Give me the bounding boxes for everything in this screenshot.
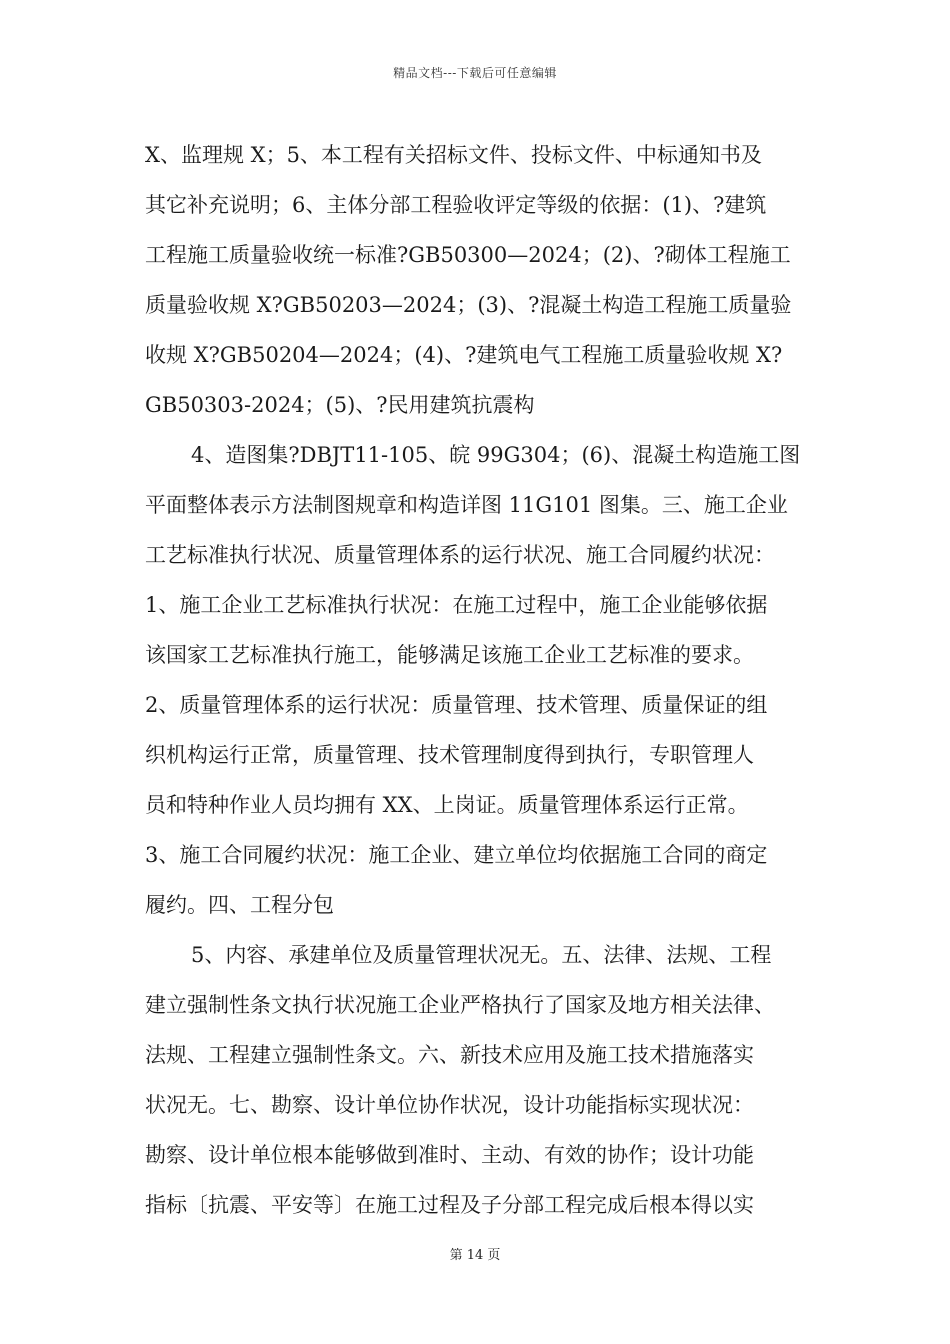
text-line: 状况无。七、勘察、设计单位协作状况，设计功能指标实现状况： <box>145 1093 754 1117</box>
text-line: 建立强制性条文执行状况施工企业严格执行了国家及地方相关法律、 <box>145 993 775 1017</box>
text-line: GB50303-2024；(5)、?民用建筑抗震构 <box>145 393 535 417</box>
page-header: 精品文档---下载后可任意编辑 <box>393 66 557 80</box>
text-line: 5、内容、承建单位及质量管理状况无。五、法律、法规、工程 <box>191 943 772 967</box>
text-line: 平面整体表示方法制图规章和构造详图 11G101 图集。三、施工企业 <box>145 493 788 517</box>
text-line: 员和特种作业人员均拥有 XX、上岗证。质量管理体系运行正常。 <box>145 793 749 817</box>
text-line: 指标〔抗震、平安等〕在施工过程及子分部工程完成后根本得以实 <box>145 1193 754 1217</box>
text-line: X、监理规 X；5、本工程有关招标文件、投标文件、中标通知书及 <box>145 143 762 167</box>
text-line: 勘察、设计单位根本能够做到准时、主动、有效的协作；设计功能 <box>145 1143 754 1167</box>
document-body <box>145 130 807 1230</box>
text-line: 收规 X?GB50204—2024；(4)、?建筑电气工程施工质量验收规 X? <box>145 343 783 367</box>
text-line: 工程施工质量验收统一标准?GB50300—2024；(2)、?砌体工程施工 <box>145 243 791 267</box>
text-line: 3、施工合同履约状况：施工企业、建立单位均依据施工合同的商定 <box>145 843 768 867</box>
text-line: 履约。四、工程分包 <box>145 893 334 917</box>
text-line: 4、造图集?DBJT11-105、皖 99G304；(6)、混凝土构造施工图 <box>191 443 801 467</box>
text-line: 其它补充说明；6、主体分部工程验收评定等级的依据：(1)、?建筑 <box>145 193 767 217</box>
text-line: 工艺标准执行状况、质量管理体系的运行状况、施工合同履约状况： <box>145 543 775 567</box>
page-number: 第 14 页 <box>449 1248 501 1263</box>
text-line: 2、质量管理体系的运行状况：质量管理、技术管理、质量保证的组 <box>145 693 768 717</box>
text-line: 法规、工程建立强制性条文。六、新技术应用及施工技术措施落实 <box>145 1043 754 1067</box>
text-line: 该国家工艺标准执行施工，能够满足该施工企业工艺标准的要求。 <box>145 643 754 667</box>
text-line: 织机构运行正常，质量管理、技术管理制度得到执行，专职管理人 <box>145 743 754 767</box>
text-line: 质量验收规 X?GB50203—2024；(3)、?混凝土构造工程施工质量验 <box>145 293 792 317</box>
text-line: 1、施工企业工艺标准执行状况：在施工过程中，施工企业能够依据 <box>145 593 768 617</box>
